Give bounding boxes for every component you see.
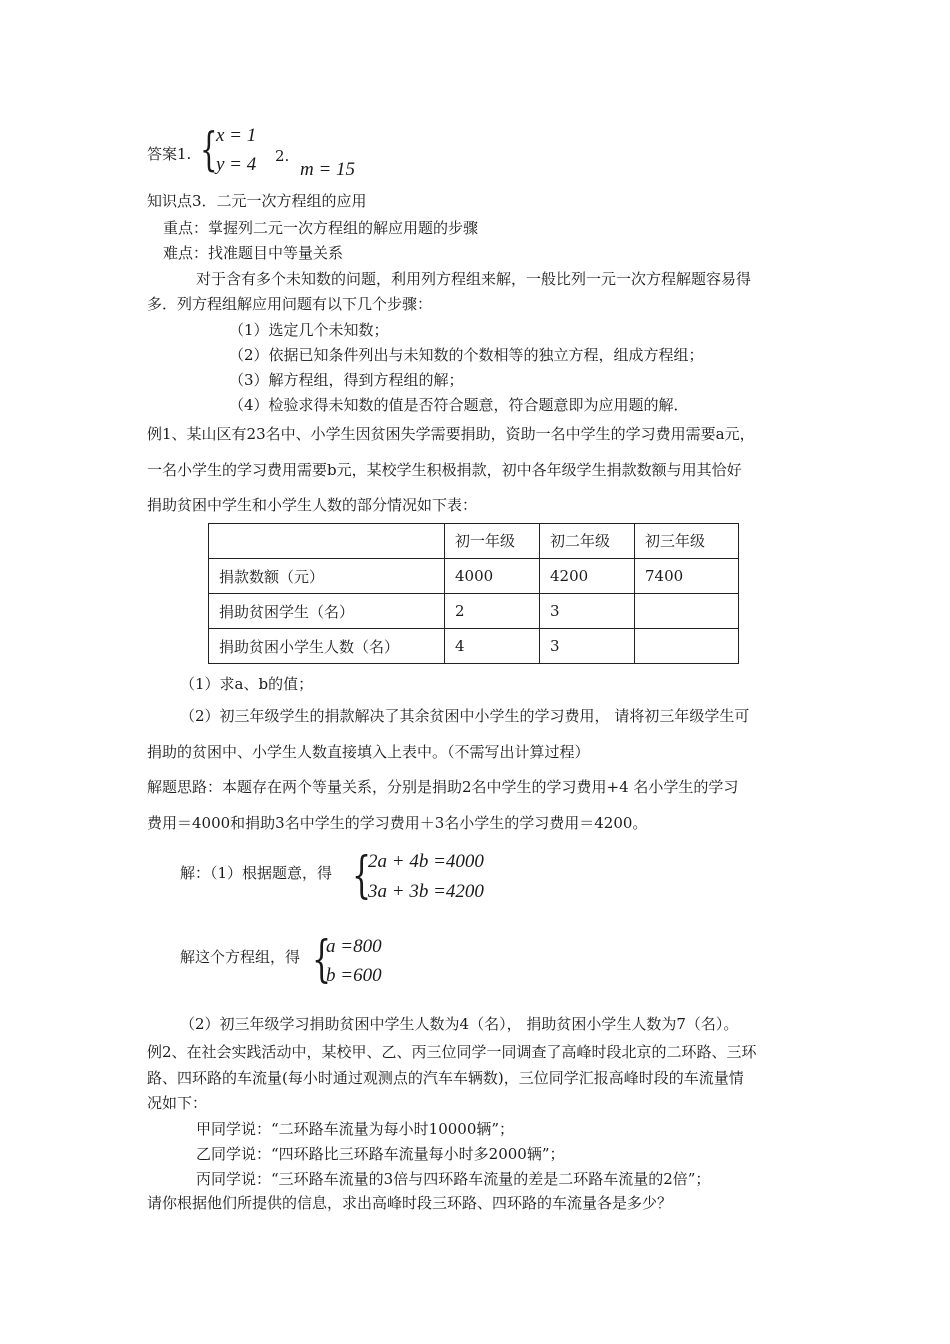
answer-eq-m: m = 15 bbox=[300, 159, 356, 180]
ex2-line2: 路、四环路的车流量(每小时通过观测点的汽车车辆数)，三位同学汇报高峰时段的车流量情 bbox=[147, 1069, 744, 1087]
ex1-solution-3: （2）初三年级学习捐助贫困中学生人数为4（名）， 捐助贫困小学生人数为7（名）。 bbox=[180, 1015, 739, 1033]
kp3-key-point: 重点：掌握列二元一次方程组的解应用题的步骤 bbox=[163, 219, 479, 237]
ex2-statement-bing: 丙同学说：“三环路车流量的3倍与四环路车流量的差是二环路车流量的2倍”； bbox=[196, 1170, 711, 1188]
ex2-line1: 例2、在社会实践活动中，某校甲、乙、丙三位同学一同调查了高峰时段北京的二环路、三环 bbox=[147, 1043, 757, 1061]
table-cell: 4000 bbox=[445, 559, 540, 594]
kp3-step-2: （2）依据已知条件列出与未知数的个数相等的独立方程，组成方程组； bbox=[229, 346, 704, 364]
table-header-cell: 初二年级 bbox=[540, 524, 635, 559]
table-header-cell: 初三年级 bbox=[635, 524, 739, 559]
donation-table bbox=[208, 523, 739, 664]
ex1-idea-line2: 费用＝4000和捐助3名中学生的学习费用＋3名小学生的学习费用＝4200。 bbox=[147, 814, 648, 832]
table-row bbox=[209, 559, 739, 594]
answer-eq-y: y = 4 bbox=[216, 154, 257, 175]
system-1-eq1: 2a + 4b =4000 bbox=[368, 851, 484, 872]
table-cell: 4 bbox=[445, 629, 540, 664]
kp3-step-3: （3）解方程组，得到方程组的解； bbox=[229, 371, 464, 389]
table-row bbox=[209, 594, 739, 629]
ex1-question-2-line2: 捐助的贫困中、小学生人数直接填入上表中。（不需写出计算过程） bbox=[147, 743, 590, 761]
system-2-brace: { bbox=[312, 930, 332, 988]
table-cell: 捐助贫困学生（名） bbox=[209, 594, 445, 629]
table-header-row bbox=[209, 524, 739, 559]
table-cell: 2 bbox=[445, 594, 540, 629]
table-cell: 4200 bbox=[540, 559, 635, 594]
kp3-step-1: （1）选定几个未知数； bbox=[229, 321, 389, 339]
answer-brace: { bbox=[200, 122, 218, 176]
table-cell: 捐助贫困小学生人数（名） bbox=[209, 629, 445, 664]
table-cell: 3 bbox=[540, 594, 635, 629]
table-cell: 7400 bbox=[635, 559, 739, 594]
table-cell: 捐款数额（元） bbox=[209, 559, 445, 594]
kp3-difficulty: 难点：找准题目中等量关系 bbox=[163, 244, 344, 262]
ex2-statement-yi: 乙同学说：“四环路比三环路车流量每小时多2000辆”； bbox=[196, 1145, 565, 1163]
system-2-eq2: b =600 bbox=[326, 965, 382, 986]
ex2-line3: 况如下： bbox=[147, 1094, 208, 1112]
table-header-cell: 初一年级 bbox=[445, 524, 540, 559]
table-cell: 3 bbox=[540, 629, 635, 664]
kp3-step-4: （4）检验求得未知数的值是否符合题意，符合题意即为应用题的解． bbox=[229, 396, 689, 414]
system-1-eq2: 3a + 3b =4200 bbox=[368, 881, 484, 902]
system-1-brace: { bbox=[352, 846, 372, 904]
ex1-solution-1-label: 解：（1）根据题意，得 bbox=[180, 864, 333, 882]
ex1-idea-line1: 解题思路：本题存在两个等量关系，分别是捐助2名中学生的学习费用+4 名小学生的学习 bbox=[147, 778, 739, 796]
ex1-line3: 捐助贫困中学生和小学生人数的部分情况如下表： bbox=[147, 496, 478, 514]
kp3-title: 知识点3．二元一次方程组的应用 bbox=[147, 192, 367, 210]
ex1-line2: 一名小学生的学习费用需要b元，某校学生积极捐款，初中各年级学生捐款数额与用其恰好 bbox=[147, 461, 742, 479]
table-cell bbox=[635, 629, 739, 664]
answer-eq-x: x = 1 bbox=[216, 125, 257, 146]
answer-label: 答案1. bbox=[147, 145, 192, 163]
kp3-intro-line2: 多．列方程组解应用问题有以下几个步骤： bbox=[147, 295, 433, 313]
ex1-question-1: （1）求a、b的值； bbox=[180, 675, 314, 693]
ex2-question: 请你根据他们所提供的信息，求出高峰时段三环路、四环路的车流量各是多少？ bbox=[147, 1194, 673, 1212]
ex1-line1: 例1、某山区有23名中、小学生因贫困失学需要捐助，资助一名中学生的学习费用需要a元， bbox=[147, 425, 755, 443]
ex2-statement-jia: 甲同学说：“二环路车流量为每小时10000辆”； bbox=[196, 1120, 515, 1138]
ex1-question-2-line1: （2）初三年级学生的捐款解决了其余贫困中小学生的学习费用， 请将初三年级学生可 bbox=[180, 707, 750, 725]
table-header-cell bbox=[209, 524, 445, 559]
system-2-eq1: a =800 bbox=[326, 936, 382, 957]
table-row bbox=[209, 629, 739, 664]
kp3-intro-line1: 对于含有多个未知数的问题，利用列方程组来解，一般比列一元一次方程解题容易得 bbox=[196, 270, 752, 288]
ex1-solution-2-label: 解这个方程组，得 bbox=[180, 948, 301, 966]
answer-num-2: 2. bbox=[275, 147, 290, 165]
table-cell bbox=[635, 594, 739, 629]
